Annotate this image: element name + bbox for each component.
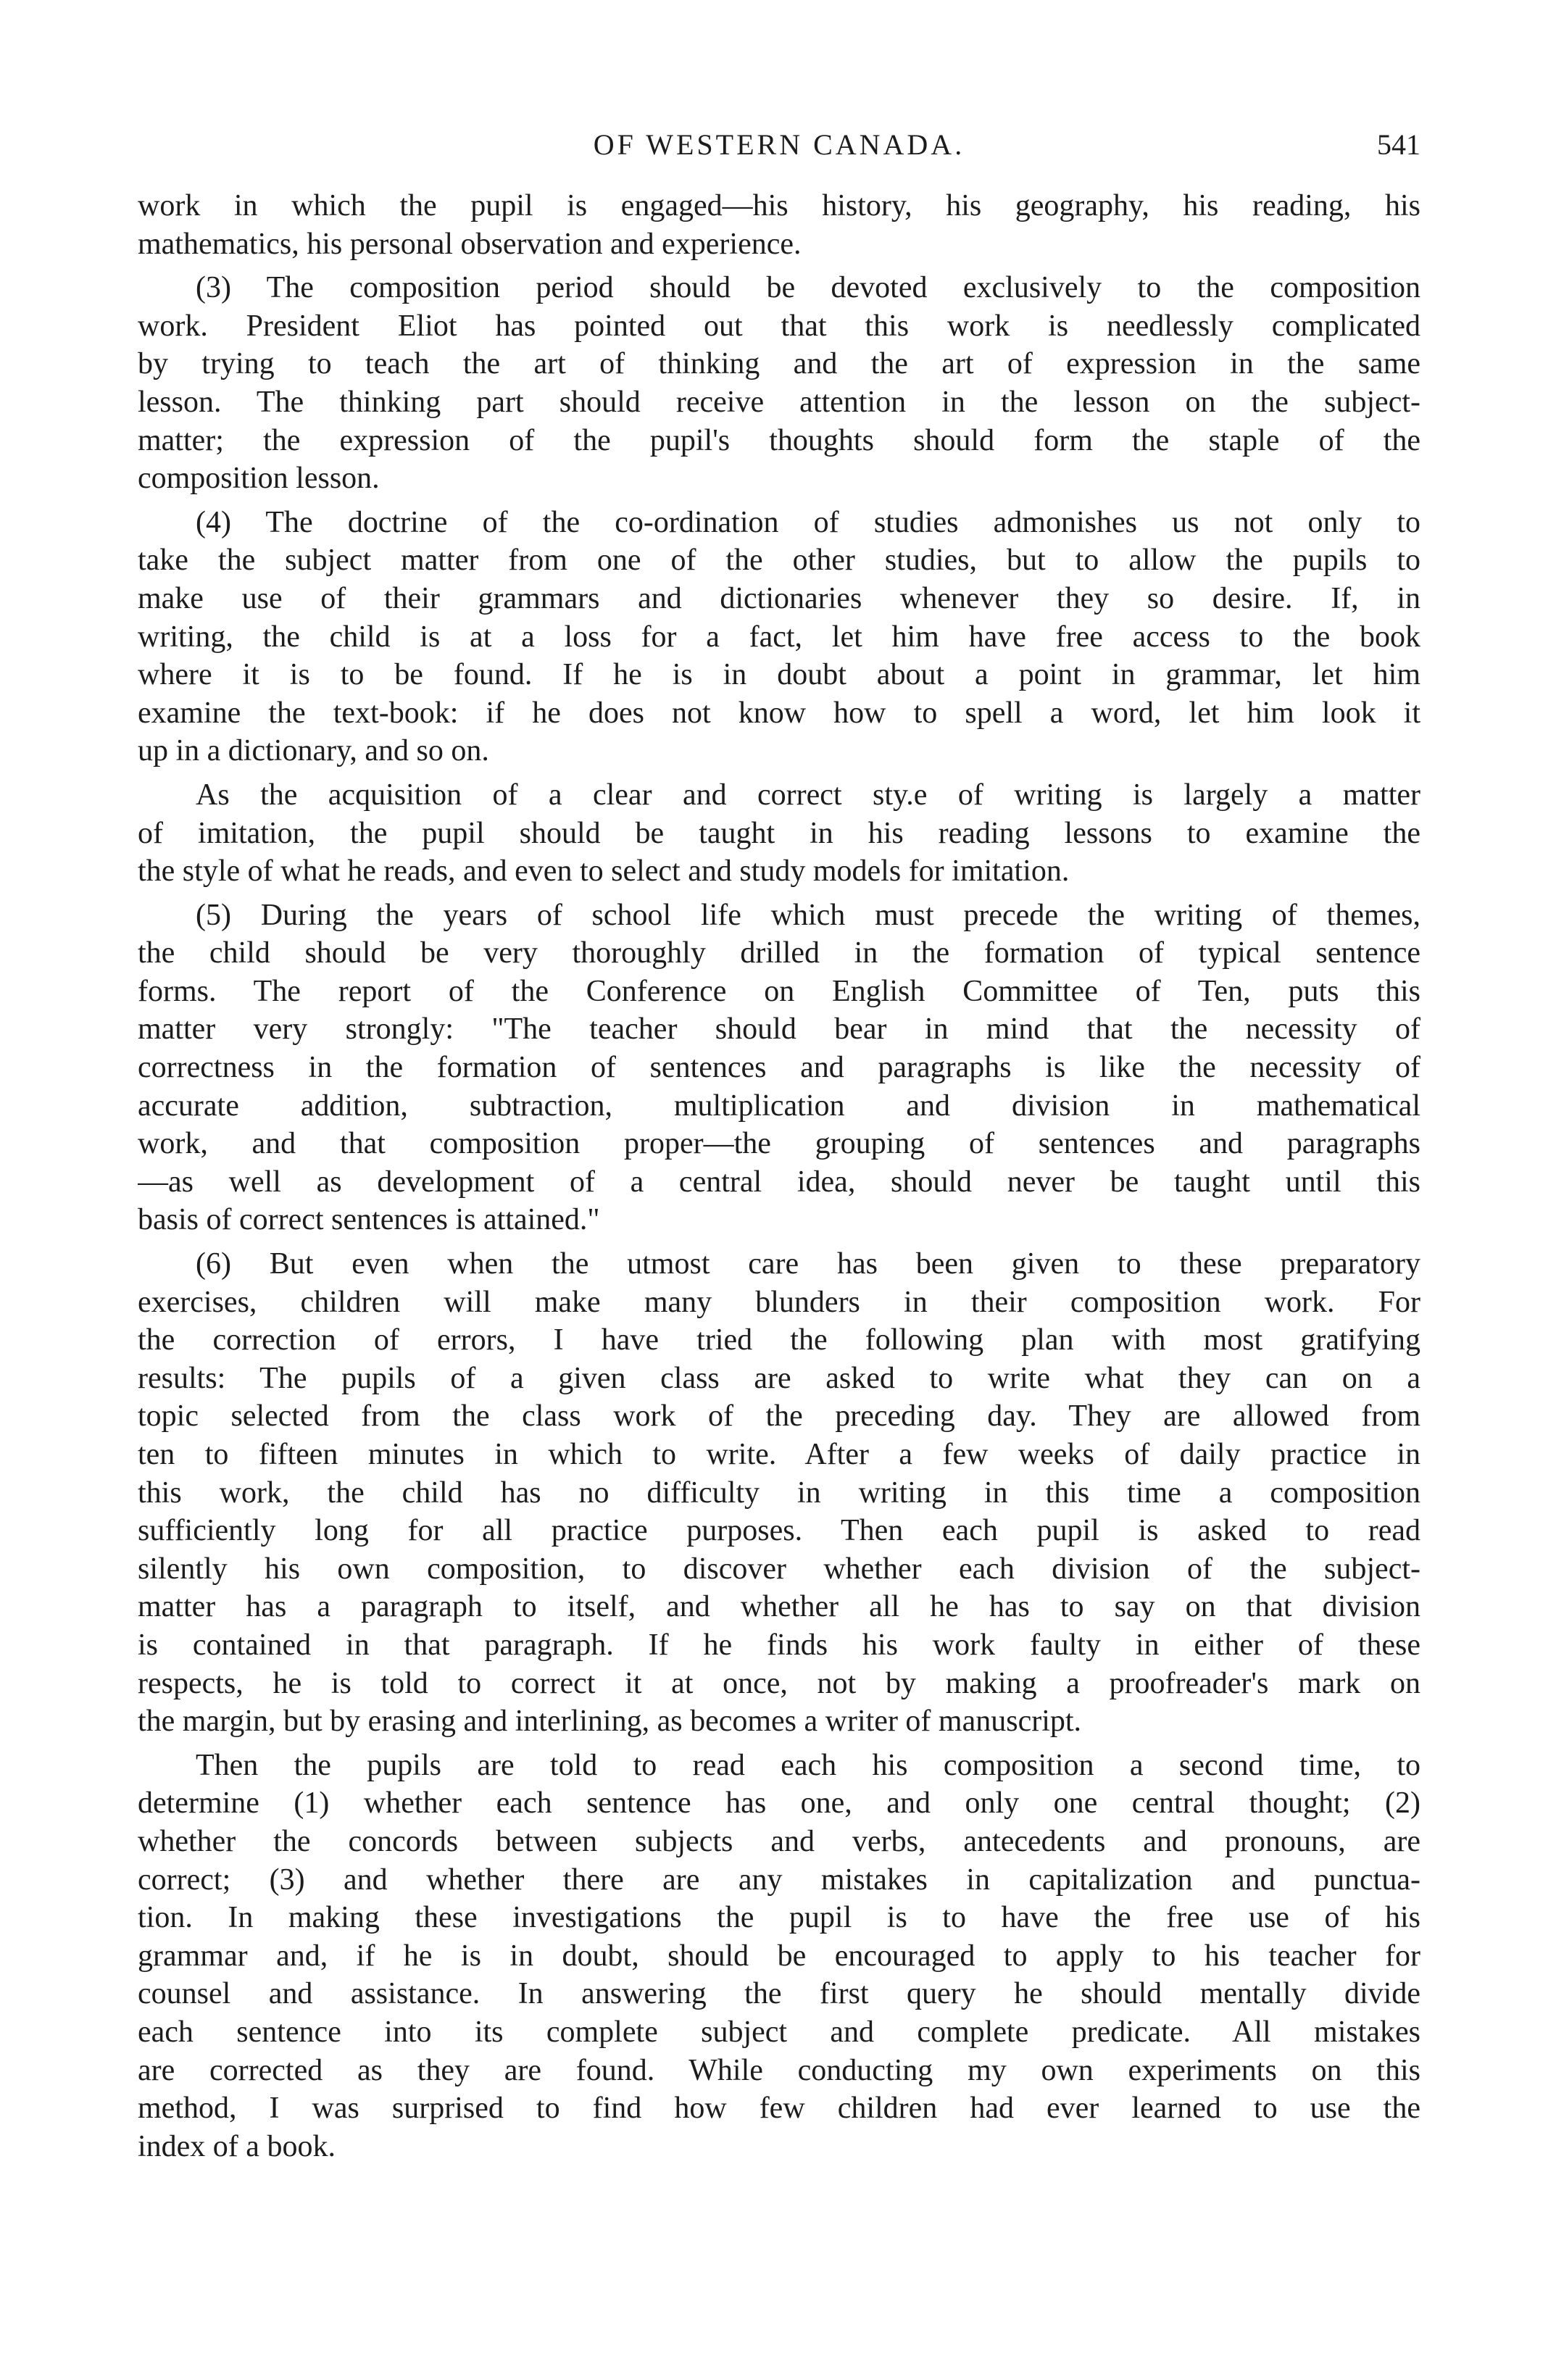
page-number: 541 — [1377, 128, 1420, 161]
paragraph — [138, 1245, 1420, 1741]
text-line: composition lesson. — [138, 462, 380, 496]
text-line: the margin, but by erasing and interlining, as becomes a writer of manuscript. — [138, 1705, 1082, 1739]
text-line: correctness in the formation of sentences and paragraphs is like the necessity of — [138, 1051, 1420, 1085]
text-line: correct; (3) and whether there are any mistakes in capitalization and punctua- — [138, 1863, 1420, 1897]
text-line: the style of what he reads, and even to select and study models for imitation. — [138, 854, 1070, 889]
body-text — [138, 187, 1420, 2165]
paragraph — [138, 187, 1420, 263]
paragraph — [138, 269, 1420, 498]
text-line: the child should be very thoroughly drilled in the formation of typical sentence — [138, 936, 1420, 970]
text-line: where it is to be found. If he is in doubt about a point in grammar, let him — [138, 658, 1420, 692]
text-line: lesson. The thinking part should receive attention in the lesson on the subject- — [138, 385, 1420, 419]
text-line: work in which the pupil is engaged—his history, his geography, his reading, his — [138, 189, 1420, 222]
text-line: (3) The composition period should be devoted exclusively to the composition — [196, 271, 1420, 305]
text-line: As the acquisition of a clear and correct sty.e of writing is largely a matter — [196, 778, 1420, 812]
text-line: ten to fifteen minutes in which to write. After a few weeks of daily practice in — [138, 1438, 1420, 1471]
text-line: exercises, children will make many blunders in their composition work. For — [138, 1285, 1420, 1319]
text-line: whether the concords between subjects and verbs, antecedents and pronouns, are — [138, 1824, 1420, 1858]
text-line: work. President Eliot has pointed out that this work is needlessly complicated — [138, 309, 1420, 343]
text-line: matter has a paragraph to itself, and whether all he has to say on that division — [138, 1590, 1420, 1624]
text-line: topic selected from the class work of the preceding day. They are allowed from — [138, 1399, 1420, 1434]
text-line: of imitation, the pupil should be taught in his reading lessons to examine the — [138, 816, 1420, 850]
text-line: mathematics, his personal observation and experience. — [138, 227, 802, 261]
running-head-title: OF WESTERN CANADA. — [593, 128, 965, 161]
text-line: writing, the child is at a loss for a fact, let him have free access to the book — [138, 620, 1420, 654]
text-line: matter very strongly: "The teacher should bear in mind that the necessity of — [138, 1012, 1420, 1047]
paragraph — [138, 504, 1420, 770]
text-line: are corrected as they are found. While conducting my own experiments on this — [138, 2053, 1420, 2087]
paragraph — [138, 896, 1420, 1239]
text-line: is contained in that paragraph. If he finds his work faulty in either of these — [138, 1628, 1420, 1662]
text-line: examine the text-book: if he does not know how to spell a word, let him look it — [138, 696, 1420, 730]
paragraph — [138, 776, 1420, 891]
text-line: (5) During the years of school life which must precede the writing of themes, — [196, 898, 1420, 932]
text-line: tion. In making these investigations the pupil is to have the free use of his — [138, 1901, 1420, 1935]
text-line: this work, the child has no difficulty in writing in this time a composition — [138, 1476, 1420, 1510]
paragraph — [138, 1747, 1420, 2166]
text-line: accurate addition, subtraction, multiplication and division in mathematical — [138, 1089, 1420, 1123]
text-line: grammar and, if he is in doubt, should be encouraged to apply to his teacher for — [138, 1939, 1420, 1973]
text-line: index of a book. — [138, 2129, 336, 2163]
text-line: method, I was surprised to find how few children had ever learned to use the — [138, 2092, 1420, 2126]
text-line: the correction of errors, I have tried the following plan with most gratifying — [138, 1323, 1420, 1357]
text-line: by trying to teach the art of thinking and the art of expression in the same — [138, 347, 1420, 381]
running-head — [138, 128, 1420, 171]
text-line: sufficiently long for all practice purposes. Then each pupil is asked to read — [138, 1514, 1420, 1548]
text-line: results: The pupils of a given class are asked to write what they can on a — [138, 1361, 1420, 1395]
text-line: each sentence into its complete subject and complete predicate. All mistakes — [138, 2015, 1420, 2049]
text-line: counsel and assistance. In answering the first query he should mentally divide — [138, 1977, 1420, 2011]
text-line: —as well as development of a central idea, should never be taught until this — [138, 1165, 1420, 1199]
text-line: silently his own composition, to discover whether each division of the subject- — [138, 1552, 1420, 1586]
text-line: Then the pupils are told to read each his composition a second time, to — [196, 1748, 1420, 1782]
text-line: take the subject matter from one of the other studies, but to allow the pupils to — [138, 544, 1420, 578]
text-line: up in a dictionary, and so on. — [138, 734, 489, 768]
text-line: basis of correct sentences is attained." — [138, 1203, 600, 1237]
text-line: (6) But even when the utmost care has been given to these preparatory — [196, 1247, 1420, 1281]
text-line: work, and that composition proper—the grouping of sentences and paragraphs — [138, 1127, 1420, 1161]
text-line: (4) The doctrine of the co-ordination of studies admonishes us not only to — [196, 505, 1420, 539]
text-line: forms. The report of the Conference on English Committee of Ten, puts this — [138, 974, 1420, 1008]
text-line: matter; the expression of the pupil's thoughts should form the staple of the — [138, 423, 1420, 457]
text-line: make use of their grammars and dictionaries whenever they so desire. If, in — [138, 581, 1420, 615]
text-line: determine (1) whether each sentence has one, and only one central thought; (2) — [138, 1786, 1420, 1821]
text-line: respects, he is told to correct it at once, not by making a proofreader's mark on — [138, 1666, 1420, 1700]
